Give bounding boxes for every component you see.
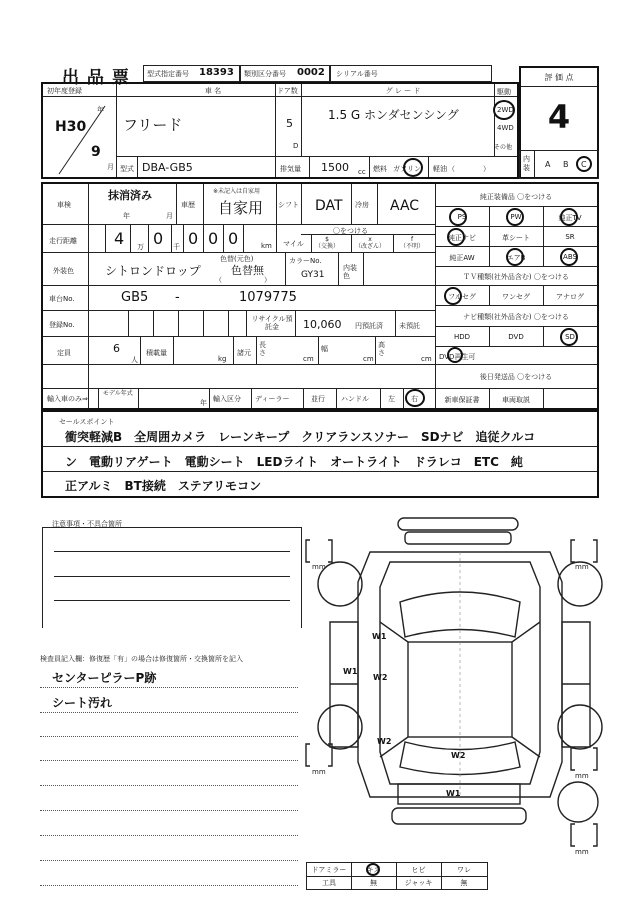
interior-c-circle [576,156,592,172]
height-cm: cm [421,355,432,363]
mark-w2-hatch: W2 [451,751,466,760]
chassis-label: 車台No. [49,295,75,303]
car-name: フリード [123,116,183,134]
circle-abs [560,248,578,266]
mm-rear-left: mm [312,768,326,776]
drive-2wd[interactable]: 2WD [497,106,514,114]
length-label: 長さ [259,341,266,357]
mm-rear-right: mm [575,772,589,780]
reg-no-label: 登録No. [49,321,75,329]
jack-value: 無 [460,879,468,887]
model-type-label: 型式 [120,165,134,173]
height-label: 高さ [378,341,385,357]
recycle-label: リサイクル預託金 [251,315,293,331]
displacement-label: 排気量 [280,165,301,173]
vehicle-info-box [41,82,519,179]
equip-airbag[interactable]: エアB [506,254,526,262]
sales-line-3: 正アルミ BT接続 ステアリモコン [65,479,262,493]
mile-exchange[interactable]: $ （交換） [315,236,340,250]
fuel-circle [403,158,423,177]
equip-title: 純正装備品 〇をつける [479,193,553,201]
drive-2wd-circle [493,100,515,120]
sen-unit: 千 [173,243,180,251]
color-change-value: 色替無 [231,264,264,277]
circle-pw [506,208,524,226]
km-unit: km [261,242,272,250]
circle-sd [560,328,578,346]
inspector-line-1: センターピラーP跡 [52,671,157,685]
model-code-box [143,65,240,82]
handle-left[interactable]: 左 [388,395,395,403]
class-code-label: 類別区分番号 [244,70,286,78]
circle-ps [449,208,467,226]
mm-front-right: mm [575,563,589,571]
door-suffix: D [293,142,299,150]
ac-value: AAC [390,198,420,214]
recycle-unpaid[interactable]: 未預託 [399,322,420,330]
history-note: ※未記入は自家用 [213,188,261,195]
equip-ps[interactable]: PS [457,213,467,221]
import-parallel[interactable]: 並行 [311,395,325,403]
load-label: 積載量 [146,349,167,357]
chassis-dash: - [175,290,180,305]
footer-table [306,862,488,890]
mm-front-left: mm [312,563,326,571]
tv-title: ＴＶ種類(社外品含む) 〇をつける [463,273,569,281]
handle-label: ハンドル [341,395,369,403]
first-reg-month: 9 [91,144,101,160]
class-code-box [240,65,330,82]
mileage-digit-1: 4 [114,229,125,248]
displacement: 1500 [321,161,349,174]
mirror-crack[interactable]: ヒビ [411,866,426,874]
inspection-month: 月 [166,212,173,220]
serial-label: シリアル番号 [336,70,378,78]
circle-dvd-playable [447,347,463,363]
mile-tampered[interactable]: x （改ざん） [355,236,386,250]
fuel-diesel[interactable]: 軽油 [433,165,447,173]
equip-aw[interactable]: 純正AW [449,254,475,262]
drive-label: 駆動 [497,88,511,96]
fuel-label: 燃料 [373,165,387,173]
capacity-value: 6 [113,342,120,355]
inspection-label: 車検 [57,201,71,209]
mileage-digit-2: 0 [153,229,164,248]
handle-right-circle [405,389,425,407]
interior-color-label: 内装色 [343,264,357,280]
interior-c[interactable]: C [581,160,587,169]
interior-a[interactable]: A [545,160,551,169]
mark-w2-rear-door: W2 [377,737,392,746]
color-no: GY31 [301,270,325,280]
tools-label: 工具 [322,879,336,887]
drive-4wd[interactable]: 4WD [497,124,514,132]
score-label: 評 価 点 [544,73,574,82]
equip-navi[interactable]: 純正ナビ [448,234,476,242]
mile-label: マイル [283,240,304,248]
width-cm: cm [363,355,374,363]
model-type: DBA-GB5 [142,161,193,174]
sales-line-1: 衝突軽減B 全周囲カメラ レーンキープ クリアランスソナー SDナビ 追従クルコ [65,430,536,444]
model-code-label: 型式指定番号 [147,70,189,78]
doors-label: ドア数 [277,87,298,95]
equip-leather[interactable]: 革シート [502,234,530,242]
shift-value: DAT [315,198,343,214]
recycle-paid[interactable]: 円預託済 [355,322,383,330]
serial-box [330,65,492,82]
mm-spare: mm [575,848,589,856]
model-year-label: モデル年式 [103,390,133,397]
drive-other[interactable]: その他 [494,144,513,151]
ac-label: 冷房 [355,201,369,209]
page-title: 出 品 票 [62,68,130,88]
chassis-prefix: GB5 [121,290,149,305]
recycle-value: 10,060 [303,318,342,331]
model-code-value: 18393 [199,67,234,78]
month-suffix: 月 [107,163,114,171]
doors-value: 5 [286,117,293,130]
equip-pw[interactable]: PW [510,213,522,221]
later-manual[interactable]: 車両取説 [502,396,530,404]
navi-title: ナビ種類(社外品含む) 〇をつける [463,313,569,321]
first-reg-year: H30 [55,119,87,135]
mirror-scratch[interactable]: キズ [366,866,381,874]
circle-note: 〇をつける [333,227,368,235]
man-unit: 万 [137,243,144,251]
interior-b[interactable]: B [563,160,569,169]
mark-w1-roof: W1 [372,632,387,641]
circle-tv [560,208,578,226]
sales-point-box [41,410,599,498]
inspector-label: 検査員記入欄：修復歴「有」の場合は修復箇所・交換箇所を記入 [40,655,243,663]
tools-value: 無 [370,879,377,887]
color-label: 外装色 [53,267,74,275]
year-suffix: 年 [97,106,104,114]
car-name-label: 車 名 [204,87,222,95]
inspector-line-2: シート汚れ [52,696,113,710]
interior-label: 内装 [523,155,530,172]
sales-label: セールスポイント [59,418,115,426]
later-warranty[interactable]: 新車保証書 [444,396,480,404]
equip-tv[interactable]: 純正TV [558,214,582,222]
chassis-number: 1079775 [239,290,297,305]
mark-w1-side: W1 [343,667,358,676]
color-value: シトロンドロップ [105,264,201,278]
tv-oneseg[interactable]: ワンセグ [502,293,530,301]
class-code-value: 0002 [297,67,325,78]
mile-unknown[interactable]: f （不明） [400,236,425,250]
import-class-label: 輸入区分 [213,395,241,403]
score-value: 4 [547,98,571,136]
equip-sr[interactable]: SR [565,233,575,241]
navi-hdd[interactable]: HDD [453,333,471,341]
handle-right[interactable]: 右 [411,395,418,403]
car-diagram [300,512,620,852]
fuel-gasoline[interactable]: ガソリン [393,165,421,173]
mileage-digit-3: 0 [188,229,199,248]
length-cm: cm [303,355,314,363]
circle-fullseg [444,287,462,305]
circle-navi [447,228,465,246]
capacity-unit: 人 [131,356,138,364]
caution-label: 注意事項・不具合箇所 [52,520,122,528]
circle-airbag [506,248,524,266]
inspection-value: 抹消済み [108,189,152,202]
dims-label: 諸元 [237,349,251,357]
mileage-label: 走行距離 [49,237,77,245]
diagonal-slash [57,104,107,176]
mark-w1-bumper: W1 [446,789,461,798]
color-paren: （ ） [215,276,271,284]
cc-unit: cc [358,168,366,176]
color-no-label: カラーNo. [289,257,322,265]
grade-label: グ レ ー ド [385,87,421,95]
equip-abs[interactable]: ABS [563,253,577,261]
tv-fullseg[interactable]: フルセグ [448,293,476,301]
navi-sd[interactable]: SD [565,333,575,341]
load-kg: kg [218,355,227,363]
shift-label: シフト [278,201,299,209]
import-dealer[interactable]: ディーラー [255,395,290,403]
model-year-nen: 年 [200,399,207,407]
color-change-label: 色替(元色) [220,255,254,263]
mirror-label: ドアミラー [311,866,347,874]
import-label: 輸入車のみ⇒ [47,395,88,403]
grade-value: 1.5 G ホンダセンシング [328,108,459,122]
history-value: 自家用 [218,199,264,217]
interior-grade-box [519,150,599,179]
fuel-paren: （ ） [448,165,490,173]
spec-box [41,182,599,410]
history-label: 車歴 [181,201,195,209]
sales-line-2: ン 電動リアゲート 電動シート LEDライト オートライト ドラレコ ETC 純 [65,455,523,469]
width-label: 幅 [321,345,328,353]
mileage-digit-4: 0 [208,229,219,248]
navi-dvd[interactable]: DVD [508,333,524,341]
caution-bracket [42,527,302,628]
later-title: 後日発送品 〇をつける [479,373,553,381]
mirror-break[interactable]: ワレ [457,866,471,874]
circle-mirror-scratch [366,863,380,876]
inspection-year: 年 [123,212,130,220]
tv-analog[interactable]: アナログ [556,293,584,301]
dvd-playable[interactable]: DVD再生可 [439,353,476,361]
jack-label: ジャッキ [404,879,433,887]
first-reg-label: 初年度登録 [47,87,82,95]
capacity-label: 定員 [57,349,71,357]
mark-w2-door: W2 [373,673,388,682]
mileage-digit-5: 0 [228,229,239,248]
